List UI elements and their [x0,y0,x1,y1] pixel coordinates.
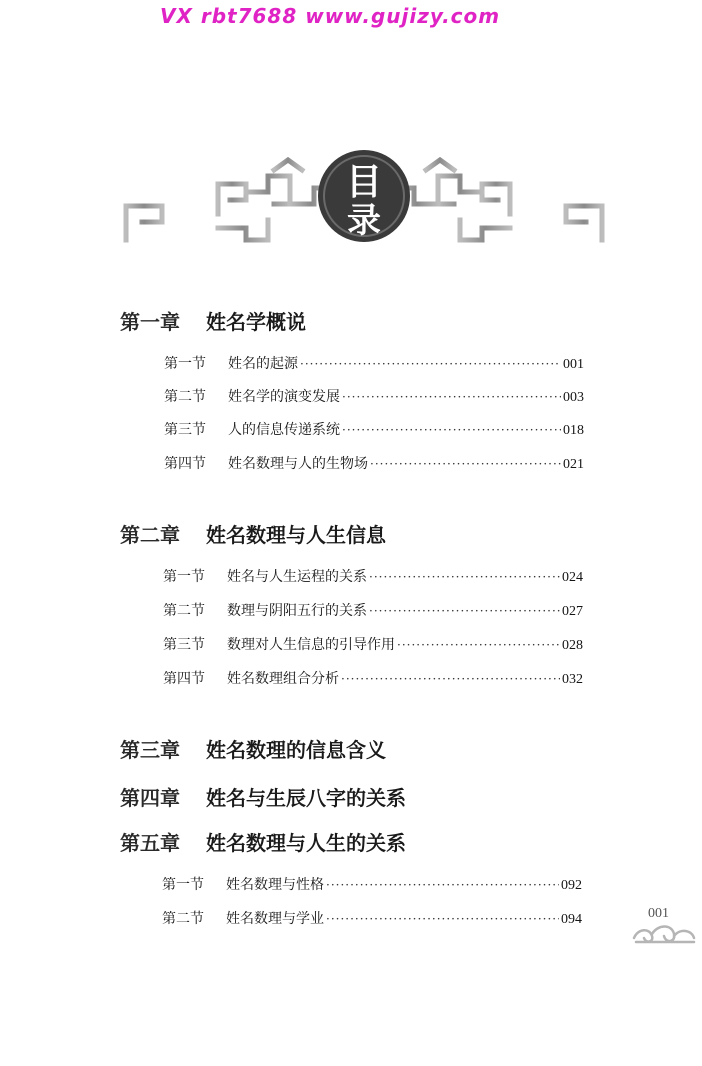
leader-dots [342,423,561,437]
toc-entry[interactable] [162,874,582,894]
page-number-badge [630,906,702,946]
cloud-ornament-icon [630,920,700,946]
chapter-number: 第一章 [120,310,180,334]
chapter-title: 姓名学概说 [206,310,306,334]
section-title: 姓名数理组合分析 [227,671,339,687]
page-ref: 018 [563,423,584,438]
toc-entry[interactable] [163,634,583,654]
leader-dots [326,878,559,892]
section-number: 第二节 [164,389,206,405]
chapter-1[interactable] [120,306,560,335]
leader-dots [300,357,561,371]
chapter-2[interactable] [120,519,560,548]
section-title: 姓名数理与学业 [226,911,324,927]
leader-dots [369,570,560,584]
chapter-title: 姓名数理与人生信息 [206,523,386,547]
page-ref: 094 [561,912,582,927]
toc-entry[interactable] [163,600,583,620]
section-number: 第四节 [163,671,205,687]
section-number: 第二节 [162,911,204,927]
section-title: 数理与阴阳五行的关系 [227,603,367,619]
page-ref: 001 [563,357,584,372]
heading-char-mu: 目 [345,161,383,203]
toc-entry[interactable] [164,453,584,473]
chapter-title: 姓名数理与人生的关系 [206,831,406,855]
watermark-text: VX rbt7688 www.gujizy.com [160,4,501,28]
page-ref: 032 [562,672,583,687]
page-number: 001 [648,906,669,921]
heading-char-lu: 录 [347,201,381,241]
chapter-number: 第三章 [120,738,180,762]
page-ref: 092 [561,878,582,893]
section-title: 姓名数理与性格 [226,877,324,893]
section-number: 第一节 [164,356,206,372]
section-title: 姓名与人生运程的关系 [227,569,367,585]
leader-dots [341,672,560,686]
toc-entry[interactable] [164,353,584,373]
chapter-number: 第二章 [120,523,180,547]
page-ref: 003 [563,390,584,405]
section-title: 人的信息传递系统 [228,422,340,438]
page-ref: 027 [562,604,583,619]
toc-entry[interactable] [164,386,584,406]
chapter-3[interactable] [120,734,560,763]
section-title: 姓名数理与人的生物场 [228,456,368,472]
page-ref: 028 [562,638,583,653]
section-title: 姓名学的演变发展 [228,389,340,405]
chapter-number: 第五章 [120,831,180,855]
leader-dots [370,457,561,471]
toc-entry[interactable] [162,908,582,928]
section-number: 第一节 [162,877,204,893]
chapter-5[interactable] [120,827,560,856]
toc-entry[interactable] [163,668,583,688]
section-title: 数理对人生信息的引导作用 [227,637,395,653]
chapter-4[interactable] [120,782,560,811]
chapter-title: 姓名数理的信息含义 [206,738,386,762]
page-ref: 021 [563,457,584,472]
toc-entry[interactable] [163,566,583,586]
section-number: 第二节 [163,603,205,619]
section-title: 姓名的起源 [228,356,298,372]
leader-dots [369,604,560,618]
section-number: 第三节 [163,637,205,653]
page-ref: 024 [562,570,583,585]
leader-dots [326,912,559,926]
leader-dots [397,638,560,652]
section-number: 第四节 [164,456,206,472]
chapter-number: 第四章 [120,786,180,810]
section-number: 第一节 [163,569,205,585]
toc-entry[interactable] [164,419,584,439]
section-number: 第三节 [164,422,206,438]
chapter-title: 姓名与生辰八字的关系 [206,786,406,810]
leader-dots [342,390,561,404]
